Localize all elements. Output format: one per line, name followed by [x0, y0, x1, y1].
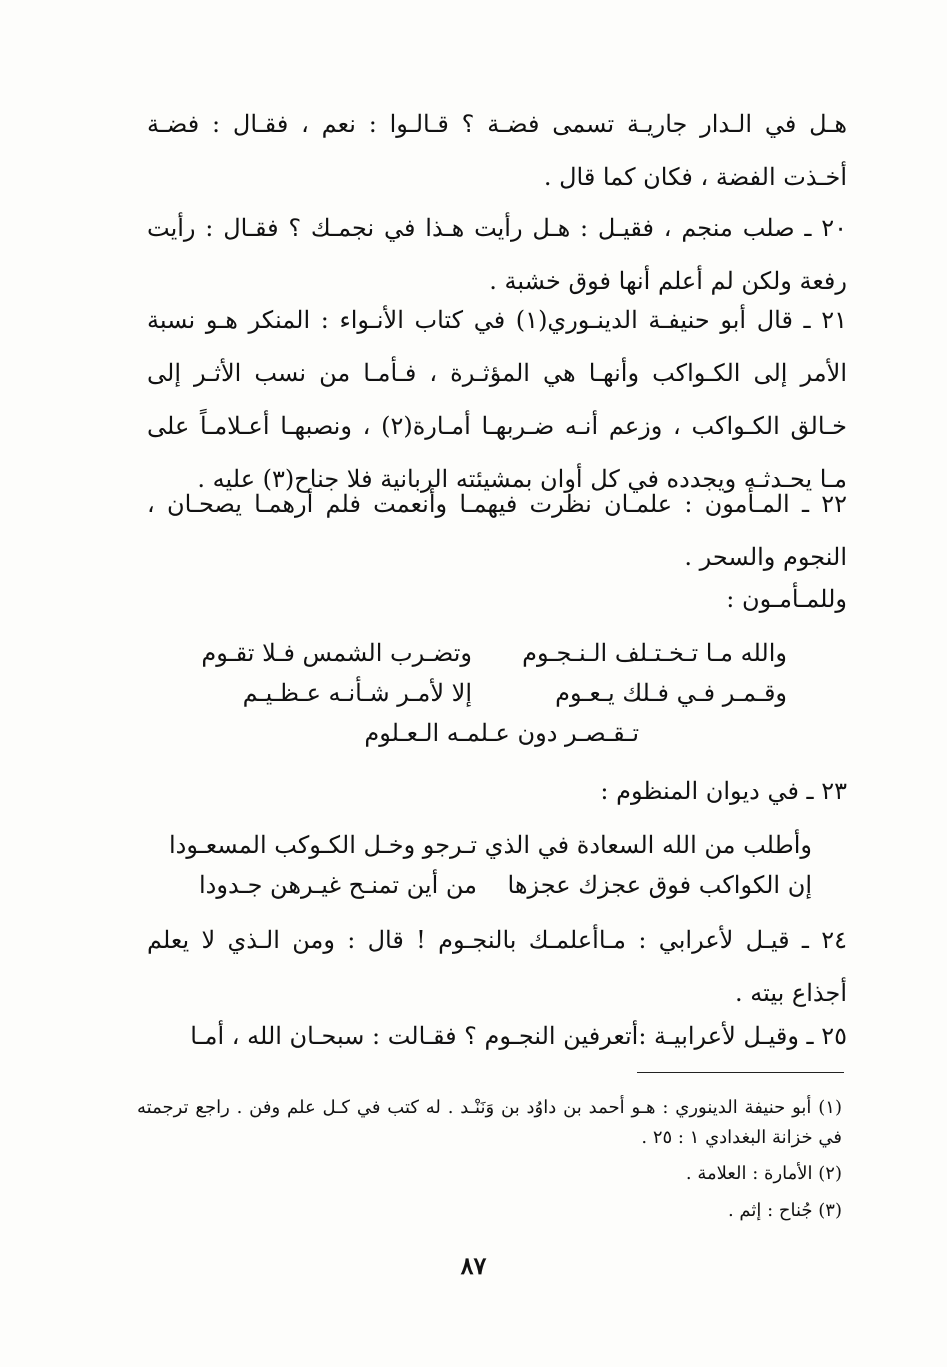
footnote-1: (١) أبو حنيفة الدينوري : هـو أحمد بن داوُد بن وَنَنْـد . له كتب في كـل علم وفن . راجع ترجمته في خزانة البغدادي ١ : ٢٥ . — [137, 1097, 842, 1148]
poem1-line1-first-hemistich: والله مـا تـخـتـلف الـنـجـوم — [522, 639, 787, 667]
poem2-line2-first-hemistich: إن الكواكب فوق عجزك عجزها — [507, 871, 812, 899]
paragraph-mamun-verse-intro: وللمـأمـون : — [726, 585, 847, 613]
poem1-line1-second-hemistich: وتضـرب الشمس فـلا تقـوم — [201, 639, 472, 667]
poem1-line2-second-hemistich: إلا لأمـر شـأنـه عـظـيـم — [242, 679, 472, 707]
paragraph-intro: هـل في الـدار جاريـة تسمى فضـة ؟ قـالـوا : نعم ، فقـال : فضـة أخـذت الفضة ، فكان كما قال . — [147, 110, 847, 191]
paragraph-24: ٢٤ ـ قيـل لأعرابي : مـاأعلمـك بالنجـوم ! قال : ومن الـذي لا يعلم أجذاع بيته . — [147, 926, 847, 1007]
page-number: ٨٧ — [460, 1251, 487, 1280]
paragraph-23: ٢٣ ـ في ديوان المنظوم : — [600, 777, 847, 805]
footnote-2: (٢) الأمارة : العلامة . — [685, 1163, 842, 1184]
poem2-line2-second-hemistich: من أين تمنـح غيـرهن جـدودا — [199, 871, 477, 899]
poem2-line1-second-hemistich: تـرجو وخـل الكـوكب المسعـودا — [169, 831, 477, 859]
poem1-line3: تـقـصـر دون عـلمـه الـعـلوم — [364, 719, 639, 747]
poem1-line2-first-hemistich: وقـمـر فـي فـلك يـعـوم — [555, 679, 787, 707]
footnote-separator — [637, 1072, 844, 1073]
poem2-line1-first-hemistich: وأطلب من الله السعادة في الذي — [484, 831, 812, 859]
paragraph-21: ٢١ ـ قال أبو حنيفـة الدينـوري(١) في كتاب الأنـواء : المنكر هـو نسبة الأمر إلى الكـواكب وأنهـا هي المؤثـرة ، فـأمـا من نسب الأثـر إلى خـالق الكـواكب ، وزعم أنـه ضـربهـا أمـارة(٢) ، ونصبهـا أعـلامـاً على مـا يحـدثـه ويجدده في كل أوان بمشيئته الربانية فلا جناح(٣) عليه . — [147, 306, 848, 493]
paragraph-25: ٢٥ ـ وقيـل لأعرابيـة :أتعرفين النجـوم ؟ فقـالت : سبحـان الله ، أمـا — [190, 1022, 847, 1050]
footnote-3: (٣) جُناح : إثم . — [727, 1200, 842, 1221]
paragraph-22: ٢٢ ـ المـأمون : علمـان نظرت فيهمـا وأنعمت فلم أرهمـا يصحـان ، النجوم والسحر . — [147, 490, 847, 571]
paragraph-20: ٢٠ ـ صلب منجم ، فقيـل : هـل رأيت هـذا في نجمـك ؟ فقـال : رأيت رفعة ولكن لم أعلم أنها فوق خشبة . — [147, 214, 847, 295]
